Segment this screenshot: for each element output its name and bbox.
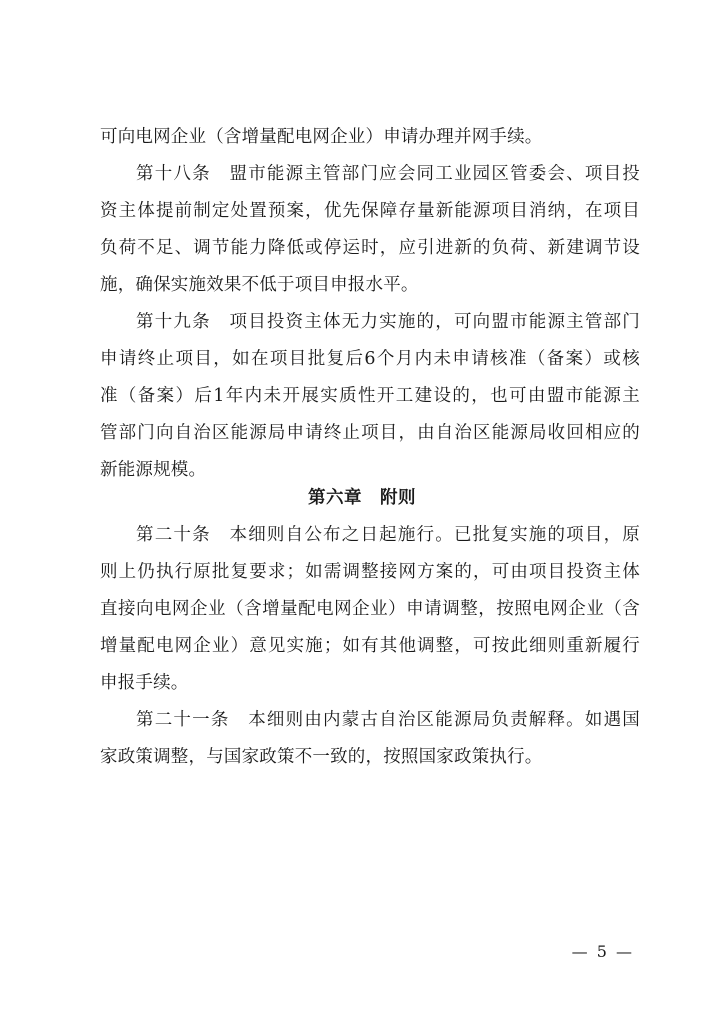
article-19-line-3: 准（备案）后1年内未开展实质性开工建设的，也可由盟市能源主 bbox=[100, 386, 640, 406]
chapter-heading: 第六章 附则 bbox=[308, 488, 416, 508]
article-18-line-4: 施，确保实施效果不低于项目申报水平。 bbox=[100, 275, 419, 295]
page-number: — 5 — bbox=[571, 942, 634, 961]
article-19-line-5: 新能源规模。 bbox=[100, 460, 207, 480]
article-19-line-4: 管部门向自治区能源局申请终止项目，由自治区能源局收回相应的 bbox=[100, 423, 640, 443]
article-20-line-4: 增量配电网企业）意见实施；如有其他调整，可按此细则重新履行 bbox=[100, 636, 640, 656]
article-19-line-1: 第十九条 项目投资主体无力实施的，可向盟市能源主管部门 bbox=[136, 312, 640, 332]
article-21-line-1: 第二十一条 本细则由内蒙古自治区能源局负责解释。如遇国 bbox=[136, 710, 640, 730]
text-line: 可向电网企业（含增量配电网企业）申请办理并网手续。 bbox=[100, 127, 543, 147]
article-20-line-2: 则上仍执行原批复要求；如需调整接网方案的，可由项目投资主体 bbox=[100, 562, 640, 582]
article-18-line-1: 第十八条 盟市能源主管部门应会同工业园区管委会、项目投 bbox=[136, 164, 640, 184]
article-20-line-3: 直接向电网企业（含增量配电网企业）申请调整，按照电网企业（含 bbox=[100, 599, 640, 619]
article-18-line-3: 负荷不足、调节能力降低或停运时，应引进新的负荷、新建调节设 bbox=[100, 238, 640, 258]
article-21-line-2: 家政策调整，与国家政策不一致的，按照国家政策执行。 bbox=[100, 747, 543, 767]
article-20-line-1: 第二十条 本细则自公布之日起施行。已批复实施的项目，原 bbox=[136, 525, 640, 545]
article-18-line-2: 资主体提前制定处置预案，优先保障存量新能源项目消纳，在项目 bbox=[100, 201, 640, 221]
article-19-line-2: 申请终止项目，如在项目批复后6个月内未申请核准（备案）或核 bbox=[100, 349, 640, 369]
article-20-line-5: 申报手续。 bbox=[100, 673, 189, 693]
